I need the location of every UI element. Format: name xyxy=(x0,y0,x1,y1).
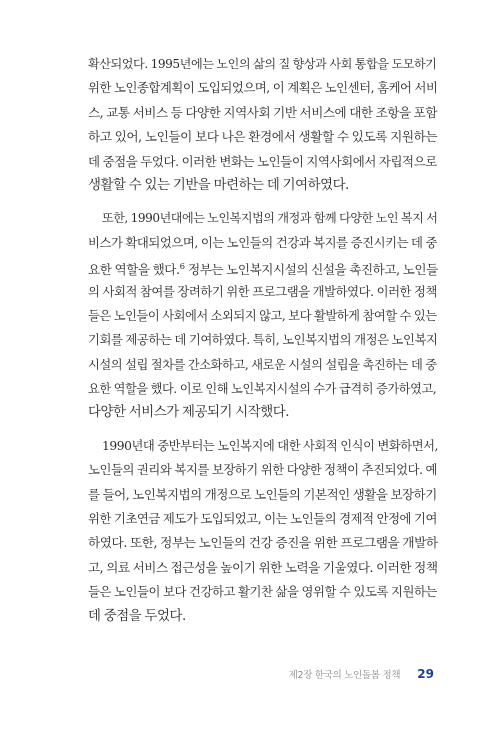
line-text: 생활할 수 있는 기반을 마련하는 데 기여하였다. xyxy=(88,177,349,193)
line-text: 1990년대 중반부터는 노인복지에 대한 사회적 인식이 변화하면서, xyxy=(102,438,438,453)
line-text: 데 중점을 두었다. xyxy=(88,608,186,624)
line-text: 요한 역할을 했다. xyxy=(88,262,180,278)
text-line xyxy=(88,206,440,230)
body-text xyxy=(88,52,440,637)
text-line xyxy=(88,580,440,604)
line-text: 위한 노인종합계획이 도입되었으며, 이 계획은 노인센터, 홈케어 서비 xyxy=(88,81,438,96)
line-text: 비스가 확대되었으며, 이는 노인들의 건강과 복지를 증진시키는 데 중 xyxy=(88,235,438,250)
line-text: 의 사회적 참여를 장려하기 위한 프로그램을 개발하였다. 이러한 정책 xyxy=(88,284,438,299)
line-text: 를 들어, 노인복지법의 개정으로 노인들의 기본적인 생활을 보장하기 xyxy=(88,486,437,502)
text-line xyxy=(88,101,440,125)
text-line xyxy=(88,76,440,100)
page-number: 29 xyxy=(417,667,434,681)
line-text: 하고 있어, 노인들이 보다 나은 환경에서 생활할 수 있도록 지원하는 xyxy=(88,129,438,145)
line-text: 들은 노인들이 사회에서 소외되지 않고, 보다 활발하게 참여할 수 있는 xyxy=(88,308,437,323)
line-text: 데 중점을 두었다. 이러한 변화는 노인들이 지역사회에서 자립적으로 xyxy=(88,153,437,169)
text-line xyxy=(88,125,440,149)
line-text-continued: 정부는 노인복지시설의 신설을 촉진하고, 노인들 xyxy=(184,262,438,278)
text-line xyxy=(88,174,440,198)
line-text: 요한 역할을 했다. 이로 인해 노인복지시설의 수가 급격히 증가하였고, xyxy=(88,382,437,397)
text-line xyxy=(88,255,440,279)
text-line xyxy=(88,52,440,76)
line-text: 스, 교통 서비스 등 다양한 지역사회 기반 서비스에 대한 조항을 포함 xyxy=(88,104,438,120)
text-line xyxy=(88,328,440,352)
text-line xyxy=(88,150,440,174)
text-line xyxy=(88,605,440,629)
paragraph xyxy=(88,52,440,198)
paragraph xyxy=(88,434,440,629)
text-line xyxy=(88,304,440,328)
running-footer-chapter: 제2장 한국의 노인돌봄 정책 xyxy=(288,670,401,681)
page-footer xyxy=(289,663,434,682)
line-text: 기회를 제공하는 데 기여하였다. 특히, 노인복지법의 개정은 노인복지 xyxy=(88,333,438,348)
text-line xyxy=(88,458,440,482)
line-text: 시설의 설립 절차를 간소화하고, 새로운 시설의 설립을 촉진하는 데 중 xyxy=(88,357,437,372)
line-text: 위한 기초연금 제도가 도입되었고, 이는 노인들의 경제적 안정에 기여 xyxy=(88,512,438,527)
line-text: 또한, 1990년대에는 노인복지법의 개정과 함께 다양한 노인 복지 서 xyxy=(102,211,438,226)
line-text: 다양한 서비스가 제공되기 시작했다. xyxy=(88,405,290,421)
text-line xyxy=(88,280,440,304)
text-line xyxy=(88,353,440,377)
text-line xyxy=(88,556,440,580)
text-line xyxy=(88,483,440,507)
line-text: 노인들의 권리와 복지를 보장하기 위한 다양한 정책이 추진되었다. 예 xyxy=(88,463,438,478)
line-text: 확산되었다. 1995년에는 노인의 삶의 질 향상과 사회 통합을 도모하기 xyxy=(88,57,437,71)
text-line xyxy=(88,377,440,401)
text-line xyxy=(88,401,440,425)
paragraph xyxy=(88,206,440,426)
text-line xyxy=(88,507,440,531)
line-text: 고, 의료 서비스 접근성을 높이기 위한 노력을 기울였다. 이러한 정책 xyxy=(88,559,438,575)
line-text: 들은 노인들이 보다 건강하고 활기찬 삶을 영위할 수 있도록 지원하는 xyxy=(88,584,437,600)
footnote-reference[interactable]: 6 xyxy=(179,262,185,273)
text-line xyxy=(88,434,440,458)
line-text: 하였다. 또한, 정부는 노인들의 건강 증진을 위한 프로그램을 개발하 xyxy=(88,535,438,551)
text-line xyxy=(88,531,440,555)
text-line xyxy=(88,231,440,255)
